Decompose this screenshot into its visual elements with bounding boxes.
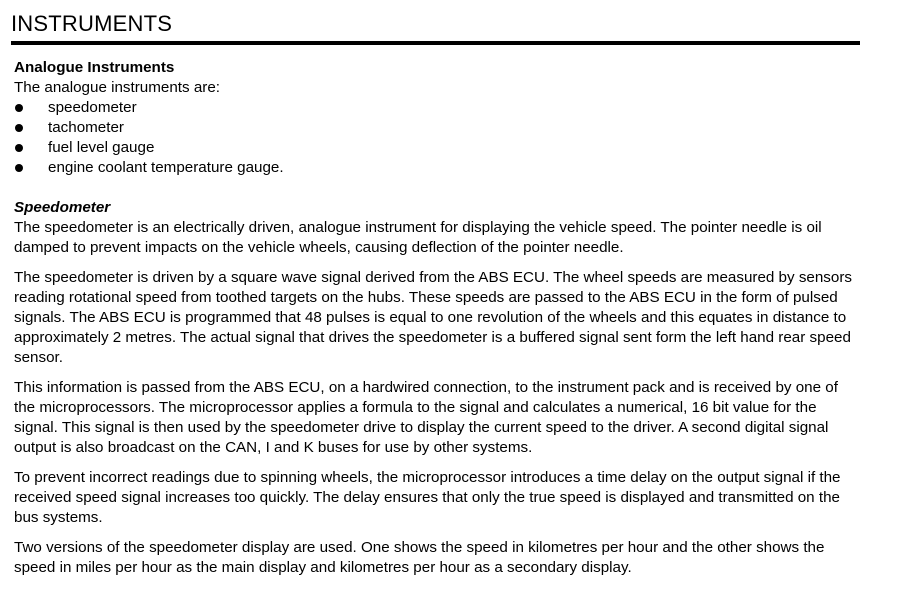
bullet-icon	[15, 104, 23, 112]
bullet-icon	[15, 164, 23, 172]
bullet-icon	[15, 144, 23, 152]
document-body	[14, 58, 862, 578]
paragraph: This information is passed from the ABS ECU, on a hardwired connection, to the instrument pack and is received by one of the microprocessors. The microprocessor applies a formula to the signal and calculates a numerical, 16 bit value for the signal. This signal is then used by the speedometer drive to display the current speed to the driver. A second digital signal output is also broadcast on the CAN, I and K buses for use by other systems.	[14, 379, 838, 456]
paragraph: Two versions of the speedometer display are used. One shows the speed in kilometres per hour and the other shows the speed in miles per hour as the main display and kilometres per hour as a secondary display.	[14, 539, 825, 576]
instrument-list	[14, 98, 862, 178]
paragraph: To prevent incorrect readings due to spinning wheels, the microprocessor introduces a time delay on the output signal if the received speed signal increases too quickly. The delay ensures that only the true speed is displayed and transmitted on the bus systems.	[14, 469, 841, 526]
analogue-intro: The analogue instruments are:	[14, 79, 220, 96]
title-divider	[11, 41, 860, 45]
section-heading-speedometer: Speedometer	[14, 199, 111, 216]
list-item	[14, 98, 862, 118]
bullet-icon	[15, 124, 23, 132]
paragraph: The speedometer is driven by a square wave signal derived from the ABS ECU. The wheel speeds are measured by sensors reading rotational speed from toothed targets on the hubs. These speeds are passed to the ABS ECU in the form of pulsed signals. The ABS ECU is programmed that 48 pulses is equal to one revolution of the wheels and this equates in distance to approximately 2 metres. The actual signal that drives the speedometer is a buffered signal sent form the left hand rear speed sensor.	[14, 269, 852, 366]
list-item-label: speedometer	[48, 99, 137, 116]
list-item-label: engine coolant temperature gauge.	[48, 159, 284, 176]
list-item-label: tachometer	[48, 119, 124, 136]
speedometer-section	[14, 198, 862, 578]
list-item-label: fuel level gauge	[48, 139, 155, 156]
page-title: INSTRUMENTS	[11, 11, 173, 36]
section-heading-analogue: Analogue Instruments	[14, 59, 175, 76]
paragraph: The speedometer is an electrically driven, analogue instrument for displaying the vehicle speed. The pointer needle is oil damped to prevent impacts on the vehicle wheels, causing deflection of the pointer needle.	[14, 219, 822, 256]
list-item	[14, 158, 862, 178]
list-item	[14, 138, 862, 158]
list-item	[14, 118, 862, 138]
analogue-instruments-section	[14, 58, 862, 178]
